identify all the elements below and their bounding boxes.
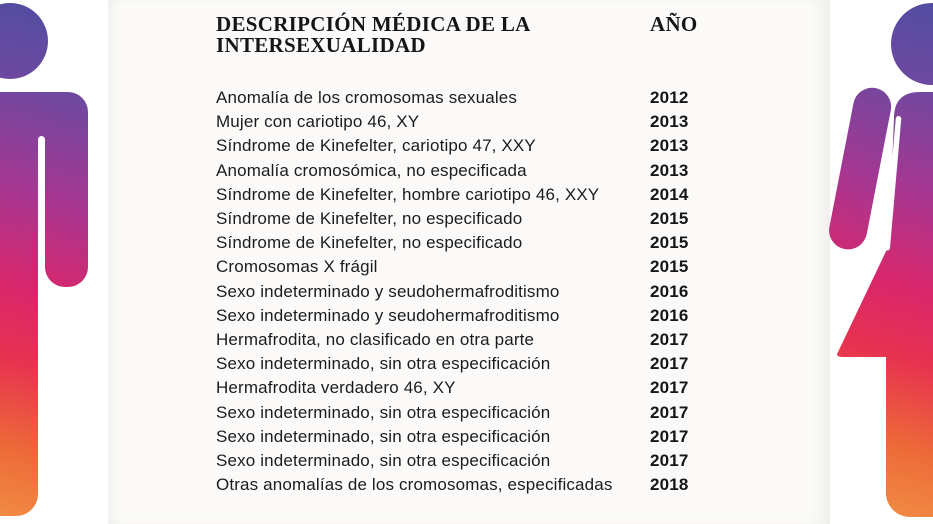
female-figure-icon — [826, 3, 933, 517]
table-row — [216, 304, 706, 328]
row-year: 2015 — [650, 233, 689, 253]
row-year: 2017 — [650, 426, 689, 446]
row-description: Sexo indeterminado, sin otra especificación — [216, 402, 551, 422]
row-description: Hermafrodita, no clasificado en otra parte — [216, 329, 535, 349]
row-description: Anomalía cromosómica, no especificada — [216, 160, 527, 180]
row-year: 2018 — [650, 475, 689, 495]
row-description: Otras anomalías de los cromosomas, especificadas — [216, 475, 613, 495]
row-year: 2017 — [650, 402, 689, 422]
table-header-description — [216, 14, 636, 56]
row-description: Anomalía de los cromosomas sexuales — [216, 88, 517, 108]
row-description: Hermafrodita verdadero 46, XY — [216, 378, 456, 398]
table-row — [216, 425, 706, 449]
row-description: Cromosomas X frágil — [216, 257, 378, 277]
row-description: Sexo indeterminado, sin otra especificación — [216, 450, 551, 470]
row-year: 2013 — [650, 136, 689, 156]
row-year: 2014 — [650, 184, 689, 204]
table-header-description-line2: INTERSEXUALIDAD — [216, 33, 426, 57]
row-description: Síndrome de Kinefelter, no especificado — [216, 233, 523, 253]
row-year: 2016 — [650, 305, 689, 325]
male-figure-icon — [0, 3, 88, 516]
table-row — [216, 255, 706, 279]
table-row — [216, 134, 706, 158]
table-row — [216, 207, 706, 231]
table-row — [216, 400, 706, 424]
table-row — [216, 183, 706, 207]
row-year: 2017 — [650, 354, 689, 374]
table-row — [216, 473, 706, 497]
table-row — [216, 280, 706, 304]
row-year: 2015 — [650, 209, 689, 229]
row-description: Sexo indeterminado, sin otra especificación — [216, 354, 551, 374]
row-description: Mujer con cariotipo 46, XY — [216, 112, 420, 132]
row-description: Síndrome de Kinefelter, no especificado — [216, 209, 523, 229]
row-year: 2017 — [650, 450, 689, 470]
row-year: 2013 — [650, 160, 689, 180]
row-description: Sexo indeterminado y seudohermafroditismo — [216, 305, 560, 325]
table-row — [216, 86, 706, 110]
table-row — [216, 449, 706, 473]
row-year: 2012 — [650, 88, 689, 108]
row-year: 2013 — [650, 112, 689, 132]
row-year: 2017 — [650, 329, 689, 349]
table-row — [216, 376, 706, 400]
row-description: Sexo indeterminado, sin otra especificación — [216, 426, 551, 446]
table-row — [216, 110, 706, 134]
row-description: Síndrome de Kinefelter, cariotipo 47, XXY — [216, 136, 536, 156]
row-description: Síndrome de Kinefelter, hombre cariotipo 46, XXY — [216, 184, 600, 204]
table-header-description-line1: DESCRIPCIÓN MÉDICA DE LA — [216, 12, 531, 36]
table-row — [216, 352, 706, 376]
table-row — [216, 328, 706, 352]
table-row — [216, 159, 706, 183]
table-header-year: AÑO — [650, 12, 698, 36]
row-year: 2015 — [650, 257, 689, 277]
row-year: 2017 — [650, 378, 689, 398]
row-description: Sexo indeterminado y seudohermafroditismo — [216, 281, 560, 301]
table-row — [216, 231, 706, 255]
table-rows — [216, 86, 706, 497]
row-year: 2016 — [650, 281, 689, 301]
